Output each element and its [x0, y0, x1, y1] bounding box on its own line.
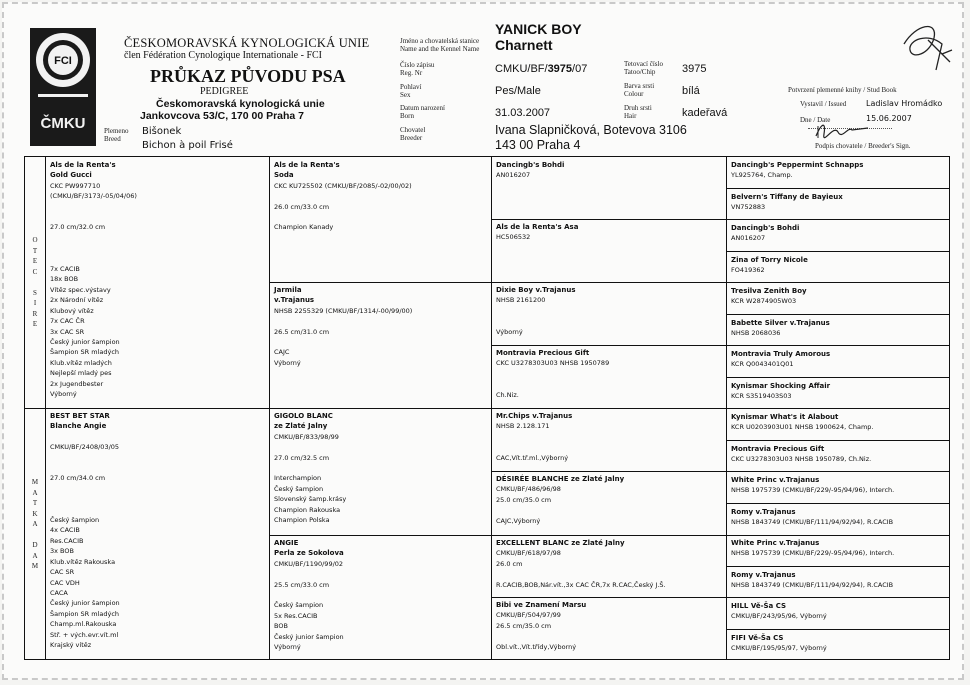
dog-name: Jarmila [274, 286, 302, 294]
pedigree-detail-line: Ch.Niz. [496, 390, 519, 399]
pedigree-detail-line: HC506532 [496, 233, 531, 242]
pedigree-detail-line: CMKU/BF/2408/03/05 [50, 443, 120, 452]
pedigree-detail-line: Výborný [50, 389, 77, 398]
pedigree-detail-line: 7x CAC ČR [50, 317, 85, 326]
dog-name: Dixie Boy v.Trajanus [496, 286, 576, 294]
date-label: Dne / Date [800, 116, 831, 124]
breeder-signature [812, 118, 872, 142]
pedigree-detail-line: 25.5 cm/33.0 cm [274, 580, 330, 589]
dog-name: White Princ v.Trajanus [731, 539, 820, 547]
registration-line: CKC U3278303U03 NHSB 1950789, Ch.Niz. [731, 454, 872, 463]
grid-line [726, 566, 949, 567]
dog-name: ANGIE [274, 539, 299, 547]
pedigree-detail-line: CKC U3278303U03 NHSB 1950789 [496, 359, 610, 368]
pedigree-detail-line [50, 484, 265, 494]
pedigree-detail-line: Výborný [274, 358, 301, 367]
sex-value: Pes/Male [495, 85, 541, 97]
pedigree-detail-line: Vítěz spec.výstavy [50, 285, 111, 294]
ancestor-entry [731, 192, 945, 213]
great-grandparent-entry [496, 474, 722, 526]
pedigree-detail-line: CAC VDH [50, 578, 80, 587]
dog-name: Zina of Torry Nicole [731, 255, 808, 264]
dog-name: Mr.Chips v.Trajanus [496, 412, 573, 420]
breeder-value-line2: 143 00 Praha 4 [495, 138, 581, 152]
dog-name: ze Zlaté Jalny [274, 422, 328, 431]
pedigree-detail-line: CMKU/BF/618/97/98 [496, 549, 561, 558]
document-title: PRŮKAZ PŮVODU PSA [150, 66, 346, 86]
studbook-title: Potvrzení plemenné knihy / Stud Book [788, 86, 897, 94]
great-grandparent-entry [496, 222, 722, 243]
pedigree-detail-line: Český šampion [274, 601, 324, 610]
great-grandparent-entry [496, 411, 722, 463]
grid-line [269, 282, 949, 283]
registration-line: NHSB 1843749 (CMKU/BF/111/94/92/94), R.CACIB [731, 517, 894, 526]
grid-line [491, 345, 949, 346]
pedigree-detail-line: 3x CAC SR [50, 327, 85, 336]
pedigree-detail-line: CMKU/BF/504/97/99 [496, 611, 561, 620]
org-name: ČESKOMORAVSKÁ KYNOLOGICKÁ UNIE [124, 36, 370, 50]
pedigree-detail-line: AN016207 [496, 171, 531, 180]
pedigree-detail-line: Champion Kanady [274, 223, 334, 232]
pedigree-detail-line [496, 306, 722, 316]
grid-line [726, 503, 949, 504]
pedigree-detail-line [274, 316, 486, 326]
pedigree-detail-line [274, 590, 486, 600]
registration-line: CMKU/BF/243/95/96, Výborný [731, 612, 827, 621]
dog-name: Belvern's Tiffany de Bayieux [731, 192, 843, 201]
pedigree-detail-line: Český šampion [50, 516, 100, 525]
dog-name: HILL Vě-Ša CS [731, 602, 787, 610]
side-letter: K [32, 509, 38, 518]
pedigree-table [24, 156, 950, 660]
dog-name: Soda [274, 171, 294, 180]
pedigree-detail-line: Stř. + vých.evr.vít.ml [50, 630, 119, 639]
ancestor-entry [731, 601, 945, 622]
colour-value: bílá [682, 85, 700, 97]
dog-name: Montravia Truly Amorous [731, 350, 831, 358]
side-letter: E [32, 257, 38, 265]
side-letter: D [32, 541, 38, 549]
pedigree-detail-line: Champion Rakouska [274, 505, 341, 514]
pedigree-detail-line: NHSB 2.128.171 [496, 422, 550, 431]
great-grandparent-entry [496, 538, 722, 590]
dog-name: Bibi ve Znamení Marsu [496, 601, 587, 609]
pedigree-detail-line [50, 243, 265, 253]
dog-name: EXCELLENT BLANC ze Zlaté Jalny [496, 539, 625, 547]
dog-name: Montravia Precious Gift [731, 444, 825, 453]
pedigree-detail-line: CAC SR [50, 568, 75, 577]
side-letter: M [31, 562, 39, 570]
breed-label: Plemeno Breed [104, 127, 129, 143]
dog-kennel: Charnett [495, 37, 553, 53]
pedigree-detail-line: Klub.vítěz Rakouska [50, 557, 116, 566]
ancestor-entry [731, 633, 945, 654]
dog-name: Tresilva Zenith Boy [731, 287, 807, 295]
pedigree-detail-line: 7x CACIB [50, 265, 80, 274]
pedigree-detail-line: 5x Res.CACIB [274, 611, 318, 620]
grid-line [726, 314, 949, 315]
pedigree-detail-line: Champ.ml.Rakouska [50, 620, 117, 629]
ancestor-entry [731, 475, 945, 496]
date-value: 15.06.2007 [866, 114, 912, 123]
ancestor-entry [731, 318, 945, 339]
dog-name: FIFI Vě-Ša CS [731, 633, 784, 642]
great-grandparent-entry [496, 160, 722, 181]
pedigree-detail-line: CKC KU725502 (CMKU/BF/2085/-02/00/02) [274, 181, 412, 190]
registration-line: NHSB 2068036 [731, 328, 781, 337]
side-letter: S [33, 288, 37, 297]
pedigree-detail-line: Šampion SR mladých [50, 348, 120, 357]
ancestor-entry [731, 349, 945, 370]
pedigree-detail-line [50, 463, 265, 473]
side-letter: A [32, 488, 38, 497]
dog-name: DÉSIRÉE BLANCHE ze Zlaté Jalny [496, 475, 625, 483]
pedigree-detail-line: 26.5 cm/35.0 cm [496, 621, 552, 630]
dog-name: White Princ v.Trajanus [731, 476, 820, 484]
pedigree-detail-line: Champion Polska [274, 516, 330, 525]
registration-line: FO419362 [731, 265, 765, 274]
pedigree-detail-line [274, 337, 486, 347]
registration-line: NHSB 1975739 (CMKU/BF/229/-95/94/96), Interch. [731, 549, 895, 558]
pedigree-detail-line: 26.0 cm [496, 559, 523, 568]
dog-name: Romy v.Trajanus [731, 507, 796, 516]
pedigree-detail-line: NHSB 2255329 (CMKU/BF/1314/-00/99/00) [274, 306, 413, 315]
registration-line: AN016207 [731, 234, 766, 243]
pedigree-detail-line [274, 463, 486, 473]
pedigree-detail-line: Výborný [274, 643, 301, 652]
ancestor-entry [731, 223, 945, 244]
pedigree-detail-line [274, 569, 486, 579]
great-grandparent-entry [496, 348, 722, 400]
reg-number: CMKU/BF/3975/07 [495, 63, 588, 75]
great-grandparent-entry [496, 285, 722, 337]
name-label: Jméno a chovatelská stanice Name and the Kennel Name [400, 37, 480, 53]
ancestor-entry [731, 570, 945, 591]
dog-name: Als de la Renta's [274, 161, 340, 169]
grid-line [25, 408, 949, 409]
registration-line: YL925764, Champ. [731, 171, 793, 180]
dog-name: v.Trajanus [274, 296, 315, 305]
grid-line [726, 440, 949, 441]
tattoo-value: 3975 [682, 63, 707, 75]
pedigree-detail-line: 25.0 cm/35.0 cm [496, 495, 552, 504]
pedigree-detail-line: NHSB 2161200 [496, 296, 546, 305]
grandparent-entry [274, 538, 486, 652]
registration-line: CMKU/BF/195/95/97, Výborný [731, 643, 827, 652]
ancestor-entry [731, 412, 945, 433]
grandparent-entry [274, 285, 486, 368]
fci-text: FCI [54, 55, 72, 67]
side-letter: C [32, 267, 38, 276]
dam-entry: BEST BET STAR Blanche Angie CMKU/BF/2408/03/05 27.0 cm/34.0 cm Český šampion 4x CACIB Res.CACIB 3x BOB Klub.vítěz Rakouska CAC SR CAC VDH CACA Český junior šampion Šampion SR mladých Champ.ml.Rakouska Stř. + vých.evr.vít.ml Krajský vítěz [50, 411, 265, 650]
sex-label: Pohlaví Sex [400, 83, 422, 99]
dog-name: Als de la Renta's Asa [496, 223, 579, 231]
pedigree-detail-line: Klubový vítěz [50, 306, 94, 315]
side-letter: A [32, 551, 38, 560]
dog-name: Dancingb's Bohdi [496, 161, 565, 169]
pedigree-detail-line: Krajský vítěz [50, 640, 92, 649]
side-letter: M [31, 478, 39, 486]
pedigree-detail-line: 18x BOB [50, 275, 79, 284]
grid-line [726, 251, 949, 252]
grid-line [726, 629, 949, 630]
pedigree-detail-line [50, 202, 265, 212]
pedigree-detail-line: 3x BOB [50, 547, 74, 556]
registration-line: KCR Q0043401Q01 [731, 360, 794, 369]
pedigree-detail-line [496, 379, 722, 389]
pedigree-detail-line [50, 233, 265, 243]
pedigree-detail-line: 2x Jugendbester [50, 379, 104, 388]
pedigree-detail-line: CMKU/BF/833/98/99 [274, 432, 339, 441]
pedigree-detail-line: CMKU/BF/486/96/98 [496, 485, 561, 494]
colour-label: Barva srsti Colour [624, 82, 655, 98]
dog-name: Dancingb's Bohdi [731, 224, 800, 232]
pedigree-detail-line: CAJC [274, 348, 290, 357]
grid-line [269, 535, 949, 536]
born-value: 31.03.2007 [495, 107, 551, 119]
side-letter: E [32, 320, 38, 328]
breed-value-fr: Bichon à poil Frisé [142, 140, 233, 151]
pedigree-detail-line: Český junior šampion [50, 337, 120, 346]
cmku-text: ČMKU [40, 115, 86, 132]
pedigree-detail-line: 26.0 cm/33.0 cm [274, 202, 330, 211]
ancestor-entry [731, 255, 945, 276]
grid-line [491, 219, 949, 220]
pedigree-detail-line: CKC PW997710 [50, 181, 101, 190]
registration-line: VN752883 [731, 202, 766, 211]
side-letter: T [32, 499, 38, 507]
pedigree-detail-line: 27.0 cm/34.0 cm [50, 474, 106, 483]
pedigree-detail-line: Interchampion [274, 474, 322, 483]
pedigree-detail-line: 2x Národní vítěz [50, 296, 104, 305]
breed-value-cz: Bišonek [142, 126, 182, 137]
side-letter: R [32, 309, 38, 318]
pedigree-detail-line [496, 569, 722, 579]
great-grandparent-entry [496, 600, 722, 652]
ancestor-entry [731, 444, 945, 465]
born-label: Datum narození Born [400, 104, 445, 120]
dog-name: GIGOLO BLANC [274, 412, 333, 420]
pedigree-detail-line [50, 254, 265, 264]
pedigree-detail-line [50, 453, 265, 463]
side-letter: O [32, 236, 38, 244]
pedigree-detail-line: Nejlepší mladý pes [50, 369, 112, 378]
side-letter: A [32, 520, 38, 528]
pedigree-detail-line [496, 631, 722, 641]
registration-line: NHSB 1975739 (CMKU/BF/229/-95/94/96), Interch. [731, 486, 895, 495]
pedigree-detail-line [496, 505, 722, 515]
pedigree-detail-line: Klub.vítěz mladých [50, 358, 112, 367]
dog-name: Dancingb's Peppermint Schnapps [731, 161, 864, 169]
ancestor-entry [731, 160, 945, 181]
side-letter: I [33, 299, 37, 307]
grandparent-entry [274, 411, 486, 525]
pedigree-detail-line [274, 212, 486, 222]
pedigree-detail-line [50, 432, 265, 442]
pedigree-detail-line: Res.CACIB [50, 536, 84, 545]
sire-entry: Als de la Renta's Gold Gucci CKC PW997710 (CMKU/BF/3173/-05/04/06) 27.0 cm/32.0 cm 7x CACIB 18x BOB Vítěz spec.výstavy 2x Národní vítěz Klubový vítěz 7x CAC ČR 3x CAC SR Český junior šampion Šampion SR mladých Klub.vítěz mladých Nejlepší mladý pes 2x Jugendbester Výborný [50, 160, 265, 399]
pedigree-detail-line: CACA [50, 588, 68, 597]
address-line1: Českomoravská kynologická unie [156, 98, 325, 110]
dog-name: Kynismar What's it Alabout [731, 413, 839, 421]
dog-name: Kynismar Shocking Affair [731, 381, 831, 390]
pedigree-detail-line [496, 442, 722, 452]
pedigree-detail-line: Slovenský šamp.krásy [274, 495, 347, 504]
pedigree-detail-line: 26.5 cm/31.0 cm [274, 327, 330, 336]
grid-line [491, 471, 949, 472]
pedigree-detail-line: Výborný [496, 327, 523, 336]
issued-value: Ladislav Hromádko [866, 99, 943, 108]
pedigree-detail-line: CAC,Vít.tř.ml.,Výborný [496, 453, 569, 462]
side-letter: T [32, 246, 38, 255]
reg-label: Číslo zápisu Reg. Nr [400, 61, 435, 77]
pedigree-detail-line: CMKU/BF/1190/99/02 [274, 559, 344, 568]
org-membership: člen Fédération Cynologique Internationale - FCI [124, 50, 323, 61]
ancestor-entry [731, 507, 945, 528]
pedigree-detail-line: 27.0 cm/32.0 cm [50, 223, 106, 232]
issued-label: Vystavil / Issued [800, 100, 847, 108]
grid-line [726, 377, 949, 378]
grandparent-entry [274, 160, 486, 233]
pedigree-detail-line [50, 212, 265, 222]
registration-line: KCR U0203903U01 NHSB 1900624, Champ. [731, 423, 874, 432]
registration-line: NHSB 1843749 (CMKU/BF/111/94/92/94), R.CACIB [731, 580, 894, 589]
dog-name: YANICK BOY [495, 21, 582, 37]
address-line2: Jankovcova 53/C, 170 00 Praha 7 [140, 110, 305, 122]
grid-line [726, 188, 949, 189]
pedigree-detail-line: 27.0 cm/32.5 cm [274, 453, 330, 462]
pedigree-detail-line: BOB [274, 622, 288, 631]
ancestor-entry [731, 381, 945, 402]
side-letter [29, 277, 41, 288]
registration-line: KCR S3519403S03 [731, 391, 792, 400]
ancestor-entry [731, 286, 945, 307]
registration-line: KCR W2874905W03 [731, 297, 797, 306]
dog-name: Babette Silver v.Trajanus [731, 318, 830, 327]
grid-line [491, 597, 949, 598]
pedigree-detail-line [496, 432, 722, 442]
official-signature [898, 14, 956, 78]
pedigree-detail-line [50, 505, 265, 515]
dog-name: Romy v.Trajanus [731, 570, 796, 579]
pedigree-detail-line: Český junior šampion [274, 632, 344, 641]
fci-cmku-logo [30, 28, 96, 146]
pedigree-detail-line [50, 494, 265, 504]
pedigree-detail-line [274, 191, 486, 201]
tattoo-label: Tetovací číslo Tatoo/Chip [624, 60, 663, 76]
side-letter [29, 530, 41, 541]
dog-name: Perla ze Sokolova [274, 549, 344, 558]
sire-side-label [29, 235, 41, 330]
pedigree-detail-line: Český junior šampion [50, 599, 120, 608]
pedigree-detail-line: CAJC,Výborný [496, 516, 541, 525]
document-subtitle: PEDIGREE [200, 86, 249, 97]
hair-label: Druh srsti Hair [624, 104, 652, 120]
pedigree-detail-line [274, 442, 486, 452]
signature-label: Podpis chovatele / Breeder's Sign. [815, 142, 911, 150]
ancestor-entry [731, 538, 945, 559]
breeder-value-line1: Ivana Slapničková, Botevova 3106 [495, 123, 687, 137]
pedigree-detail-line: R.CACIB,BOB,Nár.vít.,3x CAC ČR,7x R.CAC,Český J.Š. [496, 580, 666, 589]
dam-side-label [29, 477, 41, 572]
breeder-label: Chovatel Breeder [400, 126, 426, 142]
pedigree-detail-line: Český šampion [274, 484, 324, 493]
pedigree-detail-line [496, 316, 722, 326]
hair-value: kadeřavá [682, 107, 728, 119]
pedigree-detail-line: Šampion SR mladých [50, 609, 120, 618]
pedigree-detail-line: Obl.vít.,Vít.třídy,Výborný [496, 642, 577, 651]
dog-name: Montravia Precious Gift [496, 349, 590, 357]
pedigree-detail-line: (CMKU/BF/3173/-05/04/06) [50, 192, 137, 201]
pedigree-detail-line: 4x CACIB [50, 526, 80, 535]
pedigree-detail-line [496, 369, 722, 379]
